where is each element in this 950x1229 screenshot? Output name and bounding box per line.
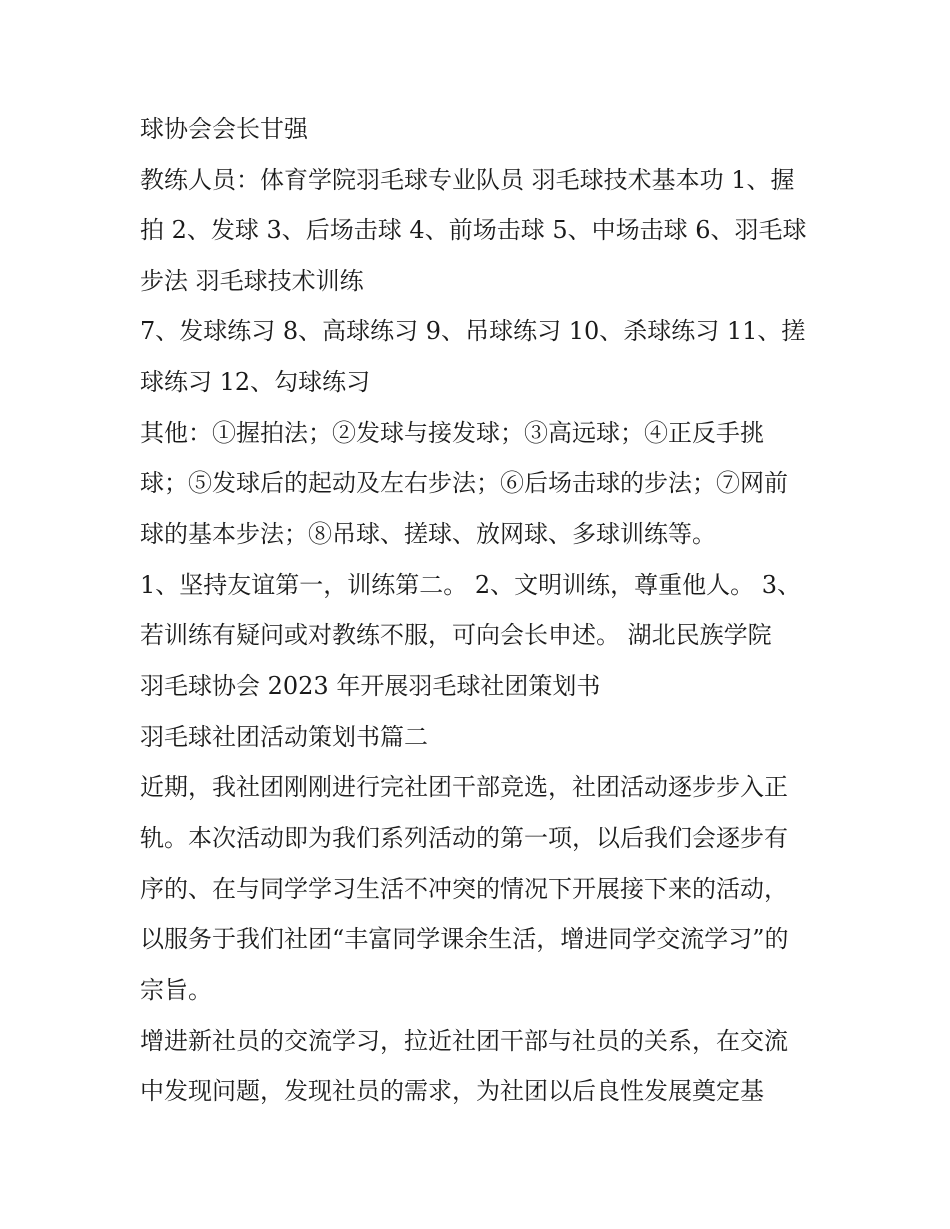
text-line: 轨。本次活动即为我们系列活动的第一项，以后我们会逐步有: [140, 824, 788, 852]
text-line: 增进新社员的交流学习，拉近社团干部与社员的关系，在交流: [140, 1027, 788, 1055]
text-line: 球练习 12、勾球练习: [140, 368, 371, 396]
section-heading: 羽毛球社团活动策划书篇二: [140, 723, 428, 751]
text-line: 1、坚持友谊第一，训练第二。 2、文明训练，尊重他人。 3、: [140, 571, 802, 599]
text-line: 若训练有疑问或对教练不服，可向会长申述。 湖北民族学院: [140, 621, 772, 649]
text-line: 其他：①握拍法；②发球与接发球；③高远球；④正反手挑: [140, 419, 764, 447]
text-line: 球；⑤发球后的起动及左右步法；⑥后场击球的步法；⑦网前: [140, 469, 788, 497]
text-line: 中发现问题，发现社员的需求，为社团以后良性发展奠定基: [140, 1077, 764, 1105]
text-line: 近期，我社团刚刚进行完社团干部竞选，社团活动逐步步入正: [140, 773, 788, 801]
text-line: 羽毛球协会 2023 年开展羽毛球社团策划书: [140, 672, 601, 700]
text-line: 宗旨。: [140, 976, 212, 1004]
text-line: 以服务于我们社团“丰富同学课余生活，增进同学交流学习”的: [140, 925, 789, 953]
text-line: 球的基本步法；⑧吊球、搓球、放网球、多球训练等。: [140, 520, 716, 548]
text-line: 步法 羽毛球技术训练: [140, 267, 364, 295]
text-line: 拍 2、发球 3、后场击球 4、前场击球 5、中场击球 6、羽毛球: [140, 216, 807, 244]
text-line: 球协会会长甘强: [140, 115, 308, 143]
text-line: 教练人员：体育学院羽毛球专业队员 羽毛球技术基本功 1、握: [140, 166, 795, 194]
text-line: 7、发球练习 8、高球练习 9、吊球练习 10、杀球练习 11、搓: [140, 317, 806, 345]
text-line: 序的、在与同学学习生活不冲突的情况下开展接下来的活动，: [140, 875, 788, 903]
